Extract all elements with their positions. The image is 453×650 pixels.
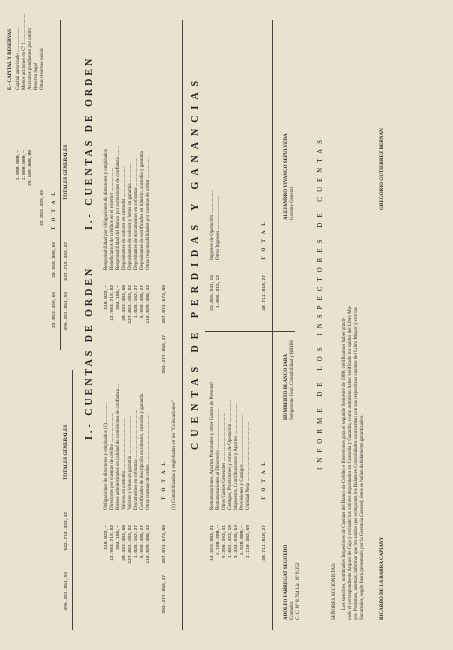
capital-total-1: 30.958.888,68 (52, 242, 57, 278)
informe-body-3: yor. Podemos, además, informar que los saldos que componen los Balances Consolidados concuerdan con sus respectivas cuentas del Libro Mayor y con las (354, 307, 359, 620)
informe-body-1: Los suscritos, nombrados Inspectores de Cuentas del Banco de Crédito e Inversiones para el segundo Semestre de 1988, certificamos haber practi- (342, 317, 347, 610)
orden-left-amt-2: 12.984.719,82 (110, 525, 115, 561)
pyg-right-line-1: Ingresos de Operación ................... (210, 190, 215, 260)
pyg-center-rule (205, 331, 295, 332)
orden-right-amt-6: 1.025.162,37 (134, 285, 139, 319)
orden-right-line-2: Beneficiarios de créditos en el exterior ................... (110, 167, 115, 270)
capital-line-1: Capital autorizado .................... (16, 26, 21, 90)
orden-left-line-3: Bienes administrados en calidad de comisiones de confianza ... (116, 384, 121, 510)
capital-line-2: Menos acciones en Cª 1 ...................... (22, 13, 27, 90)
orden-left-amt-6: 1.025.162,37 (134, 525, 139, 559)
sig-1-name: ADOLFO FABREGAT SEGUEDO (284, 544, 289, 620)
pyg-divider (272, 20, 273, 630)
pyg-left-amt-6: 1.920.000,— (240, 525, 245, 556)
totales-left-2: 396.381.851,93 (64, 572, 69, 611)
informe-body-2: cado el correspondiente Arqueo de Caja y revisado los valores depositados en Custodia y Garantía, como asimismo haber verificado los saldos del Libro Ma- (348, 305, 353, 620)
totales-generales-right-label: TOTALES GENERALES (64, 144, 69, 200)
capital-line-3: Acciones pendientes por emitir (28, 27, 33, 90)
orden-right-line-5: Depositantes de valores y letras en garantía ................ (128, 162, 133, 270)
pyg-left-line-7: Utilidad Neta ................................................ (246, 421, 251, 510)
orden-right-amt-8: 118.820.408,33 (146, 285, 151, 324)
pyg-left-amt-5: 3.334.935,54 (234, 525, 239, 559)
informe-heading: INFORME DE LOS INSPECTORES DE CUENTAS (316, 134, 324, 470)
orden-right-total-2: 383.377.858,47 (162, 335, 167, 374)
pyg-left-line-1: Remuneraciones, Aportes Patronales y otros Gastos de Personal (210, 382, 215, 510)
orden-left-amt-4: 30.433.403,60 (122, 525, 127, 561)
pyg-left-line-6: Provisiones y Castigos ....................................... (240, 414, 245, 510)
orden-right-amt-4: 30.433.403,60 (122, 285, 127, 321)
capital-amount-2: 1.000.000,— (22, 150, 27, 181)
capital-total-label: T O T A L (52, 190, 57, 230)
orden-right-line-4: Depositantes de valores en custodia ......................... (122, 166, 127, 270)
sig-2-role: Subgerente Gral. Contabilidad y RRHH (290, 340, 295, 420)
orden-left-line-2: Directores por cuentas de crédito ........................ (110, 412, 115, 510)
orden-left-line-7: Certificados de inscripción en tránsito, custodia y garantía (140, 393, 145, 510)
orden-right-line-3: Responsabilidad del Banco por comisiones de confianza ........ (116, 146, 121, 270)
orden-right-total-1: 487.074.573,08 (162, 285, 167, 324)
informe-salutation: SEÑORES ACCIONISTAS: (332, 562, 337, 620)
pyg-heading: CUENTAS DE PERDIDAS Y GANANCIAS (190, 74, 201, 450)
pyg-left-line-4: Castigos, Provisiones y otros de Operación .................. (228, 400, 233, 510)
orden-left-amt-5: 127.061.103,22 (128, 525, 133, 564)
capital-line-4: Reserva legal (34, 62, 39, 90)
pyg-left-line-2: Remuneraciones al Directorio ................................ (216, 408, 221, 510)
sig-3-role: Gerente General (290, 187, 295, 220)
pyg-left-total: 40.711.010,27 (262, 525, 267, 561)
orden-left-line-6: Documentos en cobranza ....................................... (134, 409, 139, 510)
orden-left-amt-8: 118.820.408,33 (146, 525, 151, 564)
orden-right-line-8: Otras responsabilidades por cuentas de orden ................. (146, 157, 151, 270)
pyg-left-amt-1: 14.593.903,21 (210, 525, 215, 561)
orden-left-line-1: Obligaciones de directores y empleados (1) ................ (104, 401, 109, 510)
pyg-right-line-2: Otros Ingresos ........................... (216, 195, 221, 260)
pyg-left-amt-2: 1.180.200,— (216, 525, 221, 556)
orden-left-amt-3: 384.105,— (116, 525, 121, 550)
totales-left-1: 642.719.362,42 (64, 512, 69, 551)
pyg-right-amt-2: 1.065.815,12 (216, 275, 221, 309)
sig-2-name: HUMBERTO BLANCO IARA (284, 353, 289, 420)
orden-left-amt-1: 410.032,— (104, 525, 109, 550)
inspector-1: RICARDO DE LA BARRA CAPIANY (380, 536, 385, 620)
informe-body-4: Sucursales, según fuera presentado por la Gerencia General; éstos se hallan debidamente garantizados. (360, 414, 365, 620)
pyg-left-line-5: Impuestos, Contribuciones y Aportes ......................... (234, 403, 239, 510)
orden-left-line-4: Valores en custodia ......................................... (122, 418, 127, 510)
orden-right-amt-2: 12.984.719,82 (110, 285, 115, 321)
pyg-left-amt-3: 9.396.493,41 (222, 525, 227, 559)
totales-generales-left-label: TOTALES GENERALES (64, 424, 69, 480)
orden-right-amt-5: 127.061.103,22 (128, 285, 133, 324)
capital-amount-3: 28.100.000,00 (28, 150, 33, 186)
pyg-left-line-3: Otros Gastos Generales ....................................... (222, 412, 227, 510)
orden-left-total-2: 383.377.858,47 (162, 575, 167, 614)
capital-line-5: Otras reservas varias (40, 48, 45, 90)
cuentas-orden-heading-right: I.- CUENTAS DE ORDEN (84, 55, 95, 230)
orden-left-total-label: T O T A L (162, 460, 167, 500)
sig-3-name: ALEJANDRO VIVANCO SEPULVEDA (284, 133, 289, 220)
pyg-right-total-label: T O T A L (262, 220, 267, 260)
sig-1-extra: C. C. Nº 8.764 Lic. Nº 8.352 (296, 562, 301, 620)
capital-reservas-title: E.- CAPITAL Y RESERVAS (8, 29, 13, 90)
capital-subtotal: 22.093.499,69 (40, 190, 45, 226)
inspector-2: GREGORIO GUTIERREZ BERNAN (380, 128, 385, 210)
pyg-left-total-label: T O T A L (262, 460, 267, 500)
orden-right-amt-1: 410.032,— (104, 285, 109, 310)
sig-1-role: Contador (290, 601, 295, 620)
totales-right-2: 396.381.851,93 (64, 292, 69, 331)
orden-left-total-1: 487.074.573,08 (162, 525, 167, 564)
orden-left-line-8: Otras cuentas de orden ....................................... (146, 414, 151, 510)
pyg-right-total: 40.711.010,27 (262, 275, 267, 311)
pyg-left-amt-4: 1.661.423,16 (228, 525, 233, 559)
orden-right-line-7: Depositantes de certificados en tránsito, custodia y garantía (140, 151, 145, 270)
capital-total-2: 22.093.499,69 (52, 292, 57, 328)
orden-left-line-5: Valores y letras en garantía ............................... (128, 415, 133, 510)
orden-right-line-6: Depositantes de documentos en cobranza ....................... (134, 157, 139, 270)
pyg-right-amt-1: 33.655.941,15 (210, 275, 215, 311)
orden-left-amt-7: 6.998.488,27 (140, 525, 145, 559)
pyg-left-amt-7: 1.110.362,59 (246, 525, 251, 559)
cuentas-orden-heading-left: I.- CUENTAS DE ORDEN (84, 265, 95, 440)
orden-right-amt-3: 384.105,— (116, 285, 121, 310)
orden-right-amt-7: 6.998.488,27 (140, 285, 145, 319)
top-divider (60, 20, 61, 350)
orden-right-line-1: Responsabilidad por obligaciones de directores y empleados (104, 149, 109, 270)
capital-amount-1: 1.000.000,— (16, 150, 21, 181)
left-top-divider (72, 370, 73, 630)
totales-right-1: 642.719.362,42 (64, 242, 69, 281)
orden-left-note: (1) Contabilizadas y englobadas en los "Colocaciones" (172, 400, 177, 510)
orden-divider (182, 20, 183, 630)
